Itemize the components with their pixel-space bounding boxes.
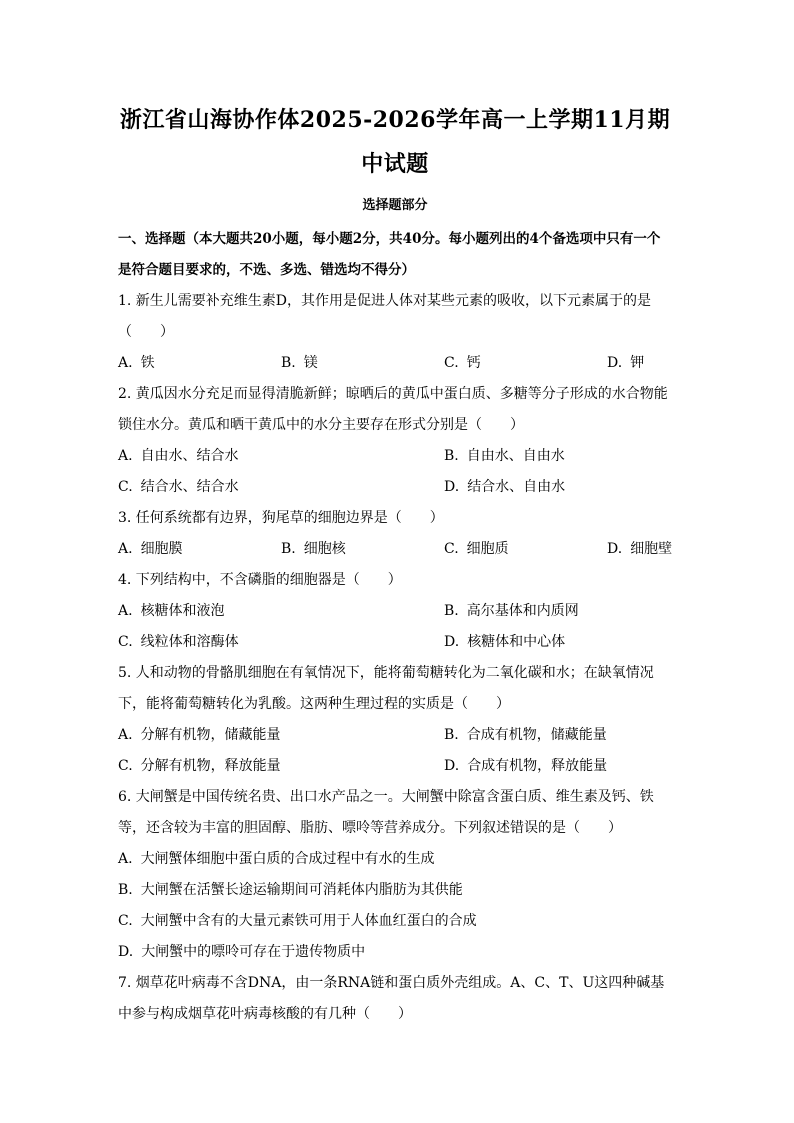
option-label: B. xyxy=(444,603,459,619)
option-label: B. xyxy=(444,448,459,464)
option-text: 钾 xyxy=(630,355,645,371)
option-label: A. xyxy=(118,448,133,464)
option-c xyxy=(118,751,444,782)
option-label: D. xyxy=(444,634,460,650)
option-text: 大闸蟹中的嘌呤可存在于遗传物质中 xyxy=(141,944,366,960)
option-label: D. xyxy=(607,355,623,371)
option-d xyxy=(444,472,770,503)
option-label: B. xyxy=(281,355,296,371)
question-stem: 5. 人和动物的骨骼肌细胞在有氧情况下，能将葡萄糖转化为二氧化碳和水；在缺氧情况下，能将葡萄糖转化为乳酸。这两种生理过程的实质是（ ） xyxy=(118,665,654,712)
option-text: 大闸蟹在活蟹长途运输期间可消耗体内脂肪为其供能 xyxy=(140,882,463,898)
option-text: 铁 xyxy=(140,355,155,371)
option-row xyxy=(118,751,672,782)
option-row xyxy=(118,348,672,379)
option-text: 合成有机物，释放能量 xyxy=(467,758,608,774)
option-row xyxy=(118,720,672,751)
option-label: C. xyxy=(118,634,133,650)
option-b xyxy=(281,534,444,565)
option-b xyxy=(281,348,444,379)
option-row xyxy=(118,596,672,627)
option-label: C. xyxy=(444,355,459,371)
option-row xyxy=(118,627,672,658)
option-text: 结合水、自由水 xyxy=(467,479,566,495)
option-d xyxy=(118,937,672,968)
option-b xyxy=(444,441,770,472)
option-label: D. xyxy=(444,479,460,495)
option-text: 高尔基体和内质网 xyxy=(466,603,579,619)
option-a xyxy=(118,844,672,875)
option-text: 自由水、结合水 xyxy=(140,448,239,464)
option-label: C. xyxy=(118,758,133,774)
option-label: C. xyxy=(118,913,133,929)
option-row xyxy=(118,472,672,503)
question-stem: 3. 任何系统都有边界，狗尾草的细胞边界是（ ） xyxy=(118,510,444,526)
option-b xyxy=(118,875,672,906)
option-text: 核糖体和液泡 xyxy=(140,603,225,619)
option-d xyxy=(607,348,644,379)
page-title: 浙江省山海协作体2025-2026学年高一上学期11月期中试题 xyxy=(119,107,671,177)
option-label: A. xyxy=(118,541,133,557)
option-text: 细胞壁 xyxy=(630,541,673,557)
option-label: A. xyxy=(118,355,133,371)
option-label: D. xyxy=(607,541,623,557)
option-label: C. xyxy=(444,541,459,557)
option-label: A. xyxy=(118,727,133,743)
option-text: 钙 xyxy=(466,355,481,371)
question-stem: 4. 下列结构中，不含磷脂的细胞器是（ ） xyxy=(118,572,402,588)
option-c xyxy=(118,472,444,503)
option-c xyxy=(444,348,607,379)
option-text: 细胞质 xyxy=(466,541,509,557)
option-label: C. xyxy=(118,479,133,495)
option-b xyxy=(444,596,770,627)
option-label: B. xyxy=(281,541,296,557)
option-label: B. xyxy=(444,727,459,743)
option-a xyxy=(118,596,444,627)
option-b xyxy=(444,720,770,751)
option-text: 分解有机物，储藏能量 xyxy=(140,727,281,743)
option-row xyxy=(118,441,672,472)
option-c xyxy=(118,906,672,937)
section-heading: 一、选择题（本大题共20小题，每小题2分，共40分。每小题列出的4个备选项中只有一个是符合题目要求的，不选、多选、错选均不得分） xyxy=(118,231,661,278)
option-row xyxy=(118,534,672,565)
option-d xyxy=(444,627,770,658)
option-text: 结合水、结合水 xyxy=(140,479,239,495)
option-c xyxy=(118,627,444,658)
option-a xyxy=(118,534,281,565)
question-stem: 7. 烟草花叶病毒不含DNA，由一条RNA链和蛋白质外壳组成。A、C、T、U这四种碱基中参与构成烟草花叶病毒核酸的有几种（ ） xyxy=(118,975,665,1022)
option-a xyxy=(118,348,281,379)
option-d xyxy=(607,534,672,565)
part-heading: 选择题部分 xyxy=(362,198,428,213)
question-stem: 1. 新生儿需要补充维生素D，其作用是促进人体对某些元素的吸收，以下元素属于的是（ ） xyxy=(118,293,652,340)
option-text: 细胞核 xyxy=(303,541,346,557)
option-text: 线粒体和溶酶体 xyxy=(140,634,239,650)
option-text: 大闸蟹中含有的大量元素铁可用于人体血红蛋白的合成 xyxy=(140,913,477,929)
option-text: 核糖体和中心体 xyxy=(467,634,566,650)
option-label: A. xyxy=(118,603,133,619)
option-text: 细胞膜 xyxy=(140,541,183,557)
question-stem: 6. 大闸蟹是中国传统名贵、出口水产品之一。大闸蟹中除富含蛋白质、维生素及钙、铁等，还含较为丰富的胆固醇、脂肪、嘌呤等营养成分。下列叙述错误的是（ ） xyxy=(118,789,654,836)
option-text: 合成有机物，储藏能量 xyxy=(466,727,607,743)
option-label: B. xyxy=(118,882,133,898)
option-text: 自由水、自由水 xyxy=(466,448,565,464)
option-label: D. xyxy=(118,944,134,960)
option-text: 镁 xyxy=(303,355,318,371)
option-a xyxy=(118,720,444,751)
option-a xyxy=(118,441,444,472)
option-text: 分解有机物，释放能量 xyxy=(140,758,281,774)
option-label: A. xyxy=(118,851,133,867)
question-stem: 2. 黄瓜因水分充足而显得清脆新鲜；晾晒后的黄瓜中蛋白质、多糖等分子形成的水合物能锁住水分。黄瓜和晒干黄瓜中的水分主要存在形式分别是（ ） xyxy=(118,386,668,433)
option-label: D. xyxy=(444,758,460,774)
option-c xyxy=(444,534,607,565)
option-d xyxy=(444,751,770,782)
option-text: 大闸蟹体细胞中蛋白质的合成过程中有水的生成 xyxy=(140,851,435,867)
